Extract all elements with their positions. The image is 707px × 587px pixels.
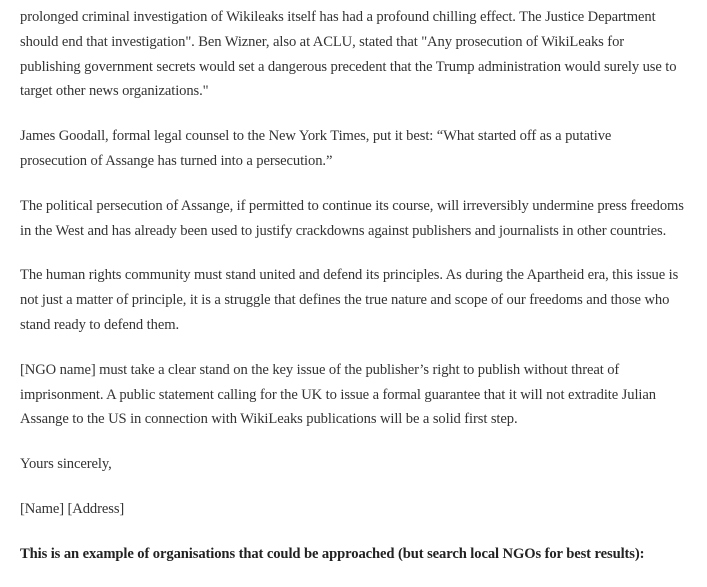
text-line: prosecution of Assange has turned into a persecution.” xyxy=(20,152,333,169)
paragraph-ngo-stand xyxy=(20,358,696,432)
paragraph-wikileaks-investigation xyxy=(20,5,696,104)
paragraph-name-address xyxy=(20,497,696,522)
text-line: not just a matter of principle, it is a struggle that defines the true nature and scope of our freedoms and those who xyxy=(20,292,670,309)
document-body xyxy=(20,5,696,587)
text-line: target other news organizations." xyxy=(20,83,209,100)
text-line: imprisonment. A public statement calling for the UK to issue a formal guarantee that it will not extradite Julian xyxy=(20,386,656,403)
text-line: The political persecution of Assange, if permitted to continue its course, will irreversibly undermine press freedoms xyxy=(20,197,684,214)
text-line: Yours sincerely, xyxy=(20,456,112,473)
text-line: should end that investigation". Ben Wizner, also at ACLU, stated that "Any prosecution of WikiLeaks for xyxy=(20,33,625,50)
closing-note xyxy=(20,542,696,567)
text-line: in the West and has already been used to justify crackdowns against publishers and journalists in other countries. xyxy=(20,222,667,239)
paragraph-political-persecution xyxy=(20,194,696,244)
text-line: [NGO name] must take a clear stand on the key issue of the publisher’s right to publish without threat of xyxy=(20,361,620,378)
paragraph-goodall-quote xyxy=(20,124,696,174)
text-line: The human rights community must stand united and defend its principles. As during the Apartheid era, this issue is xyxy=(20,267,679,284)
paragraph-human-rights-community xyxy=(20,263,696,337)
text-line: stand ready to defend them. xyxy=(20,316,179,333)
text-line: This is an example of organisations that could be approached (but search local NGOs for best results): xyxy=(20,545,645,562)
text-line: [Name] [Address] xyxy=(20,500,125,517)
text-line: prolonged criminal investigation of Wikileaks itself has had a profound chilling effect. The Justice Department xyxy=(20,9,656,25)
text-line: James Goodall, formal legal counsel to the New York Times, put it best: “What started off as a putative xyxy=(20,128,612,145)
paragraph-signoff xyxy=(20,452,696,477)
text-line: Assange to the US in connection with WikiLeaks publications will be a solid first step. xyxy=(20,411,518,428)
text-line: publishing government secrets would set a dangerous precedent that the Trump administration would surely use to xyxy=(20,58,677,75)
